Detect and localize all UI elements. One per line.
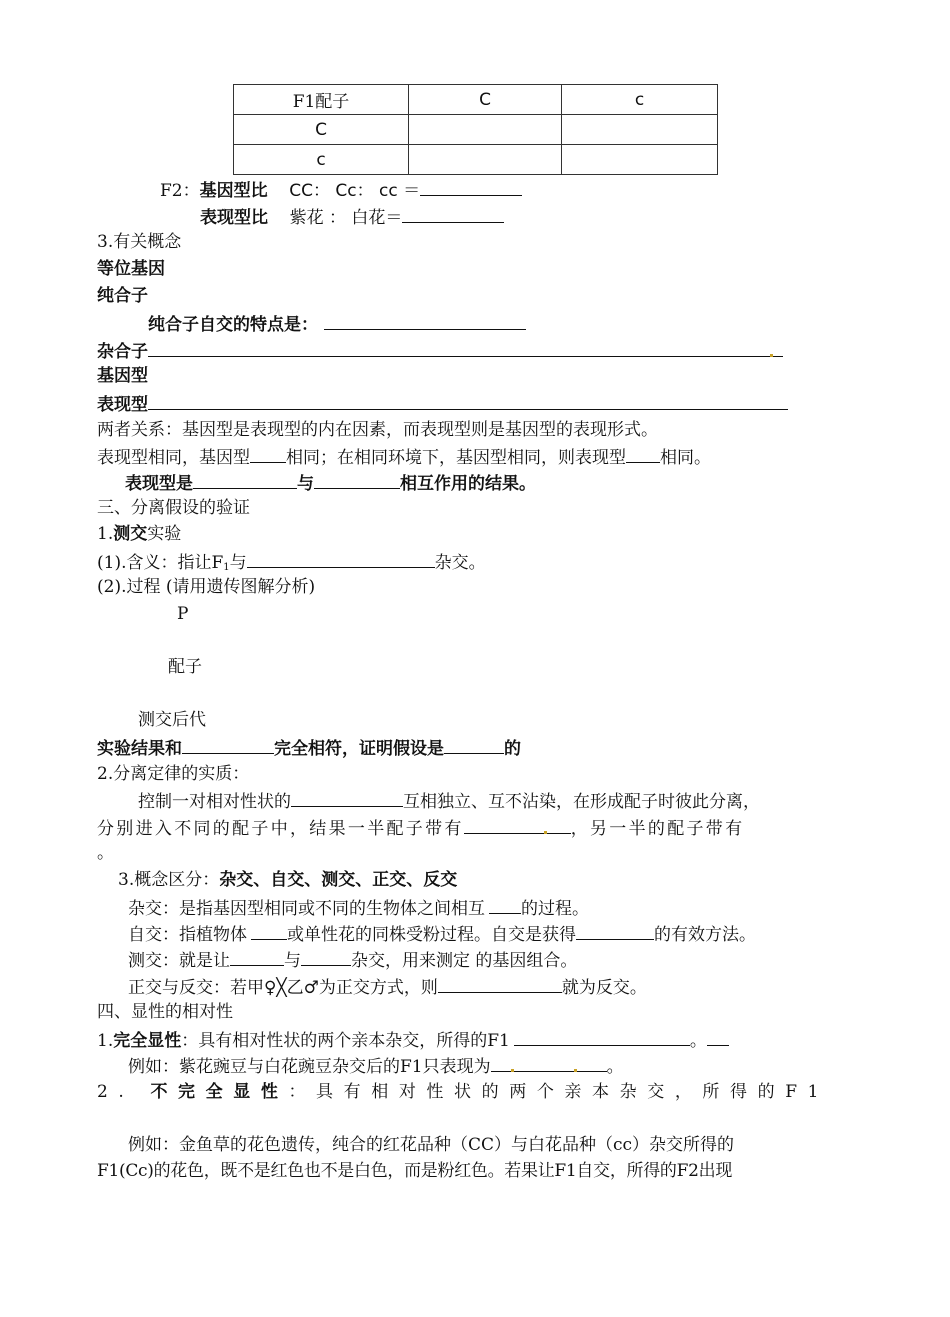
essence-line3: 。 <box>97 843 114 863</box>
f2-label: F2： <box>160 181 200 201</box>
text: 的 <box>504 739 521 759</box>
text: 分别进入不同的配子中，结果一半配子带有 <box>97 819 464 839</box>
section-heading: 四、显性的相对性 <box>97 1002 233 1022</box>
text: 。 <box>606 1057 624 1077</box>
table-cell <box>562 145 718 175</box>
relation2-line <box>97 444 711 470</box>
text: 2. <box>97 1082 135 1102</box>
text: 测交：就是让 <box>128 951 230 971</box>
text: 杂交，用来测定 的基因组合。 <box>351 951 578 971</box>
blank <box>626 444 660 463</box>
test-def <box>128 947 577 973</box>
phenotype-ratio-label: 表现型比 <box>200 208 268 228</box>
table-header-cell: c <box>562 85 718 115</box>
text: ：具有相对性状的两个亲本杂交，所得的F1 <box>288 1082 830 1102</box>
table-row-label: c <box>234 145 409 175</box>
blank <box>707 1027 729 1046</box>
text: 3.概念区分： <box>118 870 220 890</box>
reciprocal-def <box>128 974 647 1000</box>
text: 相互作用的结果。 <box>400 474 536 494</box>
allele-term: 等位基因 <box>97 259 165 279</box>
blank <box>148 391 788 410</box>
incomplete-dominance-line <box>97 1080 829 1104</box>
concepts-heading: 3.有关概念 <box>97 232 182 252</box>
table-cell <box>409 115 562 145</box>
text: 或单性花的同株受粉过程。自交是获得 <box>287 925 576 945</box>
table-header-row <box>234 85 718 115</box>
table-row <box>234 145 718 175</box>
blank <box>182 735 274 754</box>
text: 与 <box>229 553 247 573</box>
table-cell <box>409 145 562 175</box>
essence-line1 <box>138 788 760 814</box>
phenotype-term: 表现型 <box>97 395 148 415</box>
blank <box>230 947 284 966</box>
blank <box>773 338 783 357</box>
complete-dominance-line <box>97 1027 729 1053</box>
text: ，另一半的配子带有 <box>570 819 745 839</box>
blank <box>193 470 297 489</box>
text: 例如：紫花豌豆与白花豌豆杂交后的F1只表现为 <box>128 1057 491 1077</box>
testcross-process: (2).过程 (请用遗传图解分析) <box>97 577 316 597</box>
text: 。 <box>689 1031 707 1051</box>
text: 相同；在相同环境下，基因型相同，则表现型 <box>286 448 626 468</box>
section-heading: 三、分离假设的验证 <box>97 498 250 518</box>
text: 互相独立、互不沾染，在形成配子时彼此分离， <box>403 792 760 812</box>
text: 杂交、自交、测交、正交、反交 <box>219 870 458 890</box>
blank <box>438 974 562 993</box>
blank <box>301 947 351 966</box>
text: 1. <box>97 1031 114 1051</box>
phenotype-line <box>97 391 788 417</box>
essence-heading: 2.分离定律的实质： <box>97 764 250 784</box>
genotype-ratio-text: CC： Cc： cc ＝ <box>289 181 421 201</box>
text: 的有效方法。 <box>654 925 756 945</box>
f2-phenotype-line <box>200 204 504 230</box>
homozygote-self-label: 纯合子自交的特点是： <box>148 315 318 335</box>
blank <box>251 921 287 940</box>
homozygote-self-line <box>148 311 526 337</box>
homozygote-term: 纯合子 <box>97 286 148 306</box>
distinguish-heading <box>118 868 457 892</box>
phenotype-ratio-text: 紫花 ： 白花＝ <box>289 208 403 228</box>
text: 就为反交。 <box>561 978 647 998</box>
blank <box>247 549 435 568</box>
example-line2: F1(Cc)的花色，既不是红色也不是白色，而是粉红色。若果让F1自交，所得的F2出现 <box>97 1161 733 1181</box>
blank <box>444 735 504 754</box>
text: 测交 <box>113 524 148 544</box>
text: 不完全显性 <box>150 1082 289 1102</box>
example-line1: 例如：金鱼草的花色遗传，纯合的红花品种（CC）与白花品种（cc）杂交所得的 <box>128 1135 735 1155</box>
text: 实验结果和 <box>97 739 182 759</box>
text: 与 <box>284 951 301 971</box>
subscript: 1 <box>223 562 230 573</box>
f2-genotype-line <box>160 177 522 203</box>
heterozygote-term: 杂合子 <box>97 342 148 362</box>
blank <box>324 311 526 330</box>
blank <box>291 788 403 807</box>
table-header-cell: F1配子 <box>234 85 409 115</box>
genotype-term: 基因型 <box>97 366 148 386</box>
blank <box>148 338 770 357</box>
text: 杂交：是指基因型相同或不同的生物体之间相互 <box>128 899 485 919</box>
complete-dominance-example <box>128 1053 624 1079</box>
text: 表现型是 <box>125 474 193 494</box>
text: (1).含义：指让F <box>97 553 224 573</box>
gamete-label: 配子 <box>168 657 202 677</box>
blank <box>514 1027 690 1046</box>
text: 表现型相同，基因型 <box>97 448 250 468</box>
relation-line: 两者关系：基因型是表现型的内在因素，而表现型则是基因型的表现形式。 <box>97 420 658 440</box>
experiment-result-line <box>97 735 521 761</box>
text: 1. <box>97 524 114 544</box>
text: 实验 <box>147 524 182 544</box>
text: 完全相符，证明假设是 <box>274 739 444 759</box>
blank <box>491 1053 511 1072</box>
blank <box>576 921 654 940</box>
table-header-cell: C <box>409 85 562 115</box>
punnett-table <box>233 84 718 175</box>
testcross-heading <box>97 522 181 546</box>
self-def <box>128 921 756 947</box>
p-label: P <box>177 604 189 624</box>
text: 杂交。 <box>434 553 486 573</box>
text: 相同。 <box>660 448 711 468</box>
blank <box>577 1053 607 1072</box>
essence-line2 <box>97 815 744 841</box>
blank <box>514 1053 574 1072</box>
cross-def <box>128 895 589 921</box>
text: 的过程。 <box>521 899 589 919</box>
blank <box>464 815 544 834</box>
phenotype-result-line <box>125 470 536 496</box>
text: 控制一对相对性状的 <box>138 792 291 812</box>
text: 完全显性 <box>113 1031 182 1051</box>
table-cell <box>562 115 718 145</box>
genotype-ratio-label: 基因型比 <box>199 181 268 201</box>
blank <box>489 895 521 914</box>
blank <box>314 470 400 489</box>
text: 自交：指植物体 <box>128 925 247 945</box>
heterozygote-line <box>97 338 783 364</box>
offspring-label: 测交后代 <box>138 710 206 730</box>
text: 正交与反交：若甲♀╳乙♂为正交方式，则 <box>128 978 438 998</box>
blank <box>402 204 504 223</box>
table-row <box>234 115 718 145</box>
table-row-label: C <box>234 115 409 145</box>
blank <box>250 444 286 463</box>
blank <box>547 815 571 834</box>
blank <box>420 177 522 196</box>
text: ：具有相对性状的两个亲本杂交，所得的F1 <box>181 1031 510 1051</box>
text: 与 <box>297 474 314 494</box>
